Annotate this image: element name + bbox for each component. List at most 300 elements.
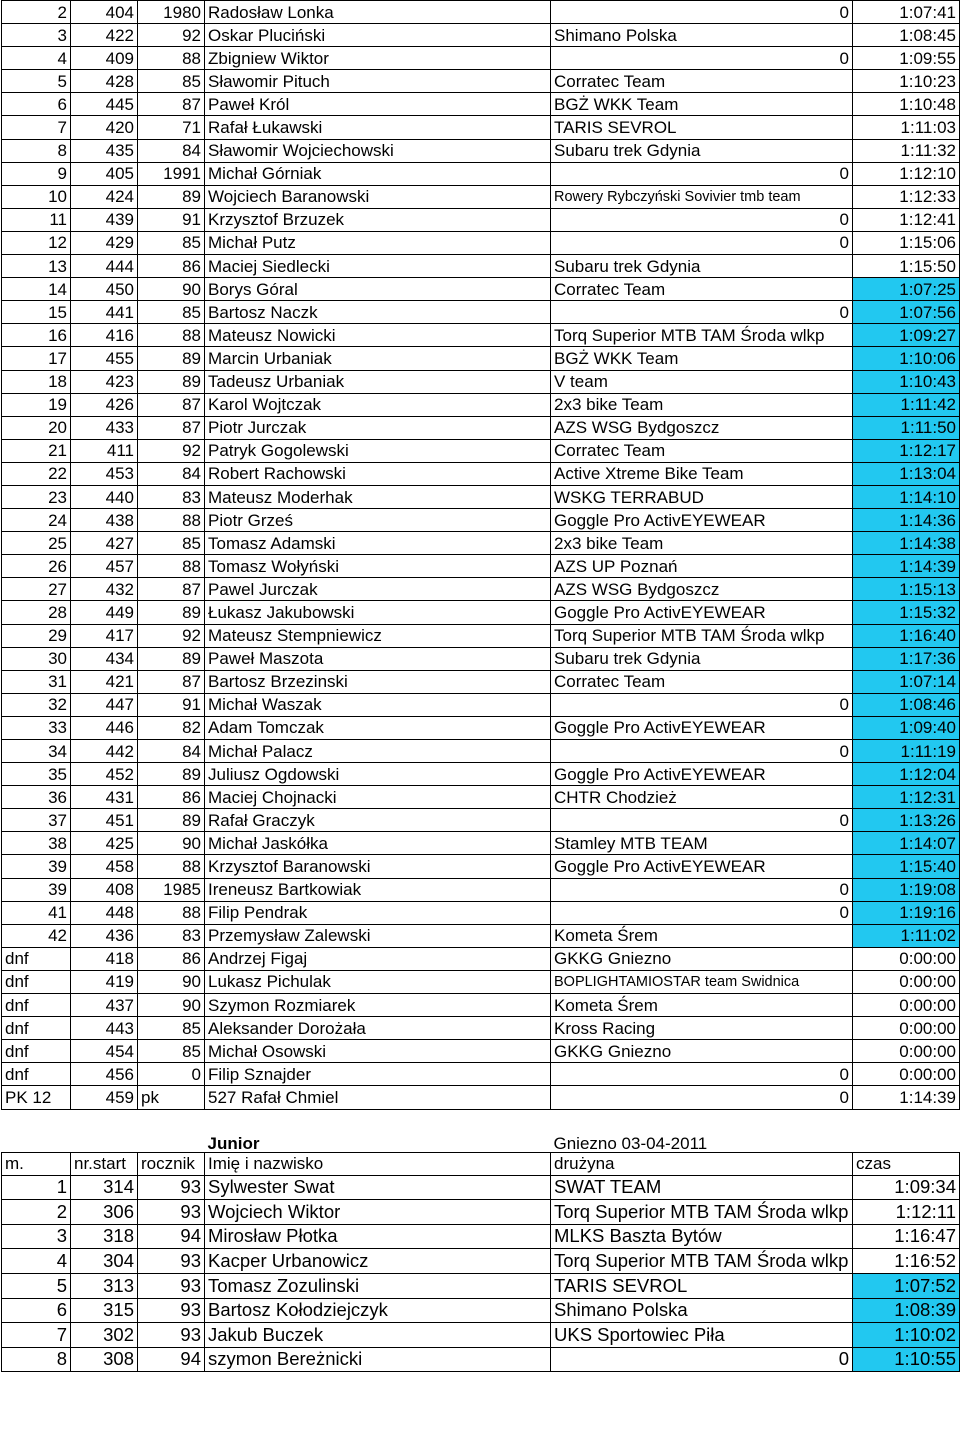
name-cell: Bartosz Brzezinski xyxy=(205,670,551,693)
result-row xyxy=(2,116,960,139)
name-cell: Pawel Jurczak xyxy=(205,578,551,601)
time-cell: 1:09:55 xyxy=(853,47,960,70)
birth-year-cell: 84 xyxy=(138,740,205,763)
name-cell: Bartosz Kołodziejczyk xyxy=(205,1298,551,1323)
result-row xyxy=(2,716,960,739)
team-cell: Goggle Pro ActivEYEWEAR xyxy=(551,855,853,878)
result-row xyxy=(2,901,960,924)
position-cell: 3 xyxy=(2,24,71,47)
result-row xyxy=(2,231,960,254)
time-cell: 1:15:40 xyxy=(853,855,960,878)
start-number-cell: 304 xyxy=(71,1249,138,1274)
team-cell: Corratec Team xyxy=(551,278,853,301)
result-row xyxy=(2,555,960,578)
position-cell: 6 xyxy=(2,1298,71,1323)
team-cell: Torq Superior MTB TAM Środa wlkp xyxy=(551,1249,853,1274)
birth-year-cell: 85 xyxy=(138,231,205,254)
name-cell: Tomasz Wołyński xyxy=(205,555,551,578)
position-cell: dnf xyxy=(2,994,71,1017)
start-number-cell: 315 xyxy=(71,1298,138,1323)
time-cell: 1:10:06 xyxy=(853,347,960,370)
start-number-cell: 409 xyxy=(71,47,138,70)
time-cell: 1:07:41 xyxy=(853,1,960,24)
position-cell: 8 xyxy=(2,139,71,162)
position-cell: 15 xyxy=(2,301,71,324)
time-cell: 1:11:19 xyxy=(853,740,960,763)
team-cell: WSKG TERRABUD xyxy=(551,485,853,508)
name-cell: Tadeusz Urbaniak xyxy=(205,370,551,393)
position-cell: dnf xyxy=(2,1017,71,1040)
time-cell: 1:14:39 xyxy=(853,555,960,578)
position-cell: 19 xyxy=(2,393,71,416)
name-cell: Rafał Łukawski xyxy=(205,116,551,139)
name-cell: Mateusz Moderhak xyxy=(205,485,551,508)
start-number-cell: 450 xyxy=(71,278,138,301)
birth-year-cell: 71 xyxy=(138,116,205,139)
name-cell: 527 Rafał Chmiel xyxy=(205,1086,551,1109)
start-number-cell: 447 xyxy=(71,693,138,716)
result-row xyxy=(2,439,960,462)
name-cell: Michał Osowski xyxy=(205,1040,551,1063)
result-row xyxy=(2,532,960,555)
birth-year-cell: 86 xyxy=(138,786,205,809)
start-number-cell: 404 xyxy=(71,1,138,24)
start-number-cell: 456 xyxy=(71,1063,138,1086)
team-cell: Torq Superior MTB TAM Środa wlkp xyxy=(551,324,853,347)
team-cell: 0 xyxy=(551,878,853,901)
birth-year-cell: 90 xyxy=(138,970,205,993)
time-cell: 1:15:32 xyxy=(853,601,960,624)
position-cell: 39 xyxy=(2,855,71,878)
birth-year-cell: 90 xyxy=(138,994,205,1017)
team-cell: Shimano Polska xyxy=(551,24,853,47)
position-cell: 4 xyxy=(2,1249,71,1274)
birth-year-cell: 88 xyxy=(138,855,205,878)
name-cell: Radosław Lonka xyxy=(205,1,551,24)
position-cell: 7 xyxy=(2,1323,71,1348)
name-cell: Ireneusz Bartkowiak xyxy=(205,878,551,901)
birth-year-cell: 94 xyxy=(138,1224,205,1249)
result-row xyxy=(2,208,960,231)
name-cell: Mateusz Stempniewicz xyxy=(205,624,551,647)
result-row xyxy=(2,1347,960,1372)
position-cell: dnf xyxy=(2,1063,71,1086)
start-number-cell: 423 xyxy=(71,370,138,393)
start-number-cell: 438 xyxy=(71,509,138,532)
birth-year-cell: 87 xyxy=(138,578,205,601)
time-cell: 1:11:42 xyxy=(853,393,960,416)
birth-year-cell: 0 xyxy=(138,1063,205,1086)
team-cell: MLKS Baszta Bytów xyxy=(551,1224,853,1249)
time-cell: 1:15:50 xyxy=(853,255,960,278)
header-time: czas xyxy=(853,1152,960,1175)
birth-year-cell: 85 xyxy=(138,1017,205,1040)
time-cell: 1:14:07 xyxy=(853,832,960,855)
birth-year-cell: 89 xyxy=(138,809,205,832)
position-cell: PK 12 xyxy=(2,1086,71,1109)
position-cell: 14 xyxy=(2,278,71,301)
position-cell: 35 xyxy=(2,763,71,786)
name-cell: Marcin Urbaniak xyxy=(205,347,551,370)
time-cell: 1:17:36 xyxy=(853,647,960,670)
team-cell: BGŻ WKK Team xyxy=(551,347,853,370)
birth-year-cell: 84 xyxy=(138,139,205,162)
time-cell: 1:15:06 xyxy=(853,231,960,254)
team-cell: 0 xyxy=(551,1086,853,1109)
result-row xyxy=(2,47,960,70)
team-cell: AZS WSG Bydgoszcz xyxy=(551,416,853,439)
result-row xyxy=(2,970,960,993)
time-cell: 0:00:00 xyxy=(853,1017,960,1040)
name-cell: Sławomir Wojciechowski xyxy=(205,139,551,162)
time-cell: 1:09:34 xyxy=(853,1175,960,1200)
time-cell: 1:12:41 xyxy=(853,208,960,231)
position-cell: 11 xyxy=(2,208,71,231)
start-number-cell: 306 xyxy=(71,1200,138,1225)
birth-year-cell: 93 xyxy=(138,1298,205,1323)
time-cell: 0:00:00 xyxy=(853,947,960,970)
start-number-cell: 426 xyxy=(71,393,138,416)
birth-year-cell: 88 xyxy=(138,47,205,70)
start-number-cell: 416 xyxy=(71,324,138,347)
start-number-cell: 454 xyxy=(71,1040,138,1063)
name-cell: Filip Sznajder xyxy=(205,1063,551,1086)
team-cell: Torq Superior MTB TAM Środa wlkp xyxy=(551,624,853,647)
time-cell: 1:09:27 xyxy=(853,324,960,347)
start-number-cell: 302 xyxy=(71,1323,138,1348)
team-cell: BOPLIGHTAMIOSTAR team Swidnica xyxy=(551,970,853,993)
birth-year-cell: 92 xyxy=(138,439,205,462)
birth-year-cell: 88 xyxy=(138,555,205,578)
birth-year-cell: 90 xyxy=(138,832,205,855)
name-cell: Maciej Siedlecki xyxy=(205,255,551,278)
column-header-row xyxy=(2,1152,960,1175)
team-cell: 0 xyxy=(551,47,853,70)
start-number-cell: 425 xyxy=(71,832,138,855)
start-number-cell: 444 xyxy=(71,255,138,278)
time-cell: 1:08:45 xyxy=(853,24,960,47)
birth-year-cell: 86 xyxy=(138,947,205,970)
junior-results-body xyxy=(2,1175,960,1372)
birth-year-cell: 83 xyxy=(138,485,205,508)
start-number-cell: 457 xyxy=(71,555,138,578)
result-row xyxy=(2,185,960,208)
name-cell: Łukasz Jakubowski xyxy=(205,601,551,624)
name-cell: Aleksander Dorożała xyxy=(205,1017,551,1040)
start-number-cell: 446 xyxy=(71,716,138,739)
team-cell: Torq Superior MTB TAM Środa wlkp xyxy=(551,1200,853,1225)
team-cell: Corratec Team xyxy=(551,439,853,462)
result-row xyxy=(2,786,960,809)
result-row xyxy=(2,139,960,162)
start-number-cell: 433 xyxy=(71,416,138,439)
result-row xyxy=(2,1063,960,1086)
start-number-cell: 308 xyxy=(71,1347,138,1372)
position-cell: 41 xyxy=(2,901,71,924)
time-cell: 1:14:38 xyxy=(853,532,960,555)
birth-year-cell: 93 xyxy=(138,1249,205,1274)
start-number-cell: 418 xyxy=(71,947,138,970)
start-number-cell: 453 xyxy=(71,462,138,485)
position-cell: 5 xyxy=(2,1273,71,1298)
team-cell: Subaru trek Gdynia xyxy=(551,139,853,162)
start-number-cell: 424 xyxy=(71,185,138,208)
time-cell: 1:12:17 xyxy=(853,439,960,462)
start-number-cell: 452 xyxy=(71,763,138,786)
time-cell: 1:16:47 xyxy=(853,1224,960,1249)
results-table xyxy=(1,0,960,1372)
birth-year-cell: 88 xyxy=(138,324,205,347)
team-cell: SWAT TEAM xyxy=(551,1175,853,1200)
time-cell: 1:11:02 xyxy=(853,924,960,947)
result-row xyxy=(2,670,960,693)
name-cell: Przemysław Zalewski xyxy=(205,924,551,947)
start-number-cell: 435 xyxy=(71,139,138,162)
start-number-cell: 441 xyxy=(71,301,138,324)
birth-year-cell: 82 xyxy=(138,716,205,739)
birth-year-cell: 93 xyxy=(138,1273,205,1298)
birth-year-cell: 85 xyxy=(138,1040,205,1063)
header-name: Imię i nazwisko xyxy=(205,1152,551,1175)
result-row xyxy=(2,878,960,901)
start-number-cell: 419 xyxy=(71,970,138,993)
birth-year-cell: 87 xyxy=(138,393,205,416)
result-row xyxy=(2,924,960,947)
time-cell: 1:07:25 xyxy=(853,278,960,301)
time-cell: 1:11:50 xyxy=(853,416,960,439)
birth-year-cell: 87 xyxy=(138,670,205,693)
start-number-cell: 429 xyxy=(71,231,138,254)
result-row xyxy=(2,947,960,970)
position-cell: 33 xyxy=(2,716,71,739)
position-cell: 7 xyxy=(2,116,71,139)
birth-year-cell: 91 xyxy=(138,208,205,231)
position-cell: 13 xyxy=(2,255,71,278)
name-cell: Mateusz Nowicki xyxy=(205,324,551,347)
name-cell: Robert Rachowski xyxy=(205,462,551,485)
birth-year-cell: pk xyxy=(138,1086,205,1109)
start-number-cell: 313 xyxy=(71,1273,138,1298)
team-cell: Goggle Pro ActivEYEWEAR xyxy=(551,509,853,532)
time-cell: 0:00:00 xyxy=(853,1040,960,1063)
result-row xyxy=(2,462,960,485)
start-number-cell: 420 xyxy=(71,116,138,139)
team-cell: Subaru trek Gdynia xyxy=(551,647,853,670)
birth-year-cell: 85 xyxy=(138,532,205,555)
result-row xyxy=(2,93,960,116)
result-row xyxy=(2,647,960,670)
position-cell: 24 xyxy=(2,509,71,532)
time-cell: 1:14:39 xyxy=(853,1086,960,1109)
position-cell: 26 xyxy=(2,555,71,578)
name-cell: Patryk Gogolewski xyxy=(205,439,551,462)
birth-year-cell: 86 xyxy=(138,255,205,278)
result-row xyxy=(2,1200,960,1225)
position-cell: 22 xyxy=(2,462,71,485)
time-cell: 1:08:39 xyxy=(853,1298,960,1323)
time-cell: 1:09:40 xyxy=(853,716,960,739)
birth-year-cell: 1980 xyxy=(138,1,205,24)
result-row xyxy=(2,624,960,647)
team-cell: 0 xyxy=(551,301,853,324)
result-row xyxy=(2,1273,960,1298)
team-cell: 0 xyxy=(551,740,853,763)
time-cell: 1:10:23 xyxy=(853,70,960,93)
start-number-cell: 442 xyxy=(71,740,138,763)
time-cell: 0:00:00 xyxy=(853,994,960,1017)
name-cell: Karol Wojtczak xyxy=(205,393,551,416)
name-cell: Andrzej Figaj xyxy=(205,947,551,970)
team-cell: Stamley MTB TEAM xyxy=(551,832,853,855)
team-cell: V team xyxy=(551,370,853,393)
position-cell: 42 xyxy=(2,924,71,947)
birth-year-cell: 92 xyxy=(138,24,205,47)
birth-year-cell: 1985 xyxy=(138,878,205,901)
start-number-cell: 443 xyxy=(71,1017,138,1040)
name-cell: Zbigniew Wiktor xyxy=(205,47,551,70)
team-cell: Goggle Pro ActivEYEWEAR xyxy=(551,763,853,786)
team-cell: 2x3 bike Team xyxy=(551,393,853,416)
result-row xyxy=(2,255,960,278)
position-cell: 28 xyxy=(2,601,71,624)
result-row xyxy=(2,1017,960,1040)
name-cell: Bartosz Naczk xyxy=(205,301,551,324)
event-date: Gniezno 03-04-2011 xyxy=(553,1133,708,1152)
birth-year-cell: 93 xyxy=(138,1200,205,1225)
birth-year-cell: 91 xyxy=(138,693,205,716)
team-cell: Goggle Pro ActivEYEWEAR xyxy=(551,716,853,739)
birth-year-cell: 93 xyxy=(138,1323,205,1348)
name-cell: Adam Tomczak xyxy=(205,716,551,739)
name-cell: Tomasz Adamski xyxy=(205,532,551,555)
start-number-cell: 455 xyxy=(71,347,138,370)
start-number-cell: 432 xyxy=(71,578,138,601)
team-cell: Active Xtreme Bike Team xyxy=(551,462,853,485)
result-row xyxy=(2,370,960,393)
start-number-cell: 431 xyxy=(71,786,138,809)
time-cell: 1:16:52 xyxy=(853,1249,960,1274)
start-number-cell: 458 xyxy=(71,855,138,878)
birth-year-cell: 87 xyxy=(138,416,205,439)
result-row xyxy=(2,485,960,508)
birth-year-cell: 84 xyxy=(138,462,205,485)
team-cell: Rowery Rybczyński Sovivier tmb team xyxy=(551,185,853,208)
team-cell: 0 xyxy=(551,809,853,832)
time-cell: 1:11:03 xyxy=(853,116,960,139)
start-number-cell: 445 xyxy=(71,93,138,116)
result-row xyxy=(2,24,960,47)
name-cell: Michał Waszak xyxy=(205,693,551,716)
result-row xyxy=(2,1323,960,1348)
team-cell: UKS Sportowiec Piła xyxy=(551,1323,853,1348)
result-row xyxy=(2,393,960,416)
time-cell: 1:19:16 xyxy=(853,901,960,924)
time-cell: 1:15:13 xyxy=(853,578,960,601)
name-cell: Juliusz Ogdowski xyxy=(205,763,551,786)
birth-year-cell: 90 xyxy=(138,278,205,301)
position-cell: 37 xyxy=(2,809,71,832)
team-cell: Kometa Śrem xyxy=(551,994,853,1017)
team-cell: 0 xyxy=(551,693,853,716)
team-cell: 0 xyxy=(551,162,853,185)
time-cell: 1:13:04 xyxy=(853,462,960,485)
name-cell: Tomasz Zozulinski xyxy=(205,1273,551,1298)
birth-year-cell: 89 xyxy=(138,763,205,786)
result-row xyxy=(2,994,960,1017)
team-cell: Goggle Pro ActivEYEWEAR xyxy=(551,601,853,624)
result-row xyxy=(2,1040,960,1063)
result-row xyxy=(2,1,960,24)
name-cell: Paweł Król xyxy=(205,93,551,116)
position-cell: 20 xyxy=(2,416,71,439)
position-cell: 27 xyxy=(2,578,71,601)
time-cell: 1:07:14 xyxy=(853,670,960,693)
start-number-cell: 439 xyxy=(71,208,138,231)
team-cell: GKKG Gniezno xyxy=(551,947,853,970)
team-cell: AZS UP Poznań xyxy=(551,555,853,578)
result-row xyxy=(2,601,960,624)
team-cell: BGŻ WKK Team xyxy=(551,93,853,116)
name-cell: Sławomir Pituch xyxy=(205,70,551,93)
position-cell: 29 xyxy=(2,624,71,647)
result-row xyxy=(2,347,960,370)
name-cell: Krzysztof Brzuzek xyxy=(205,208,551,231)
birth-year-cell: 1991 xyxy=(138,162,205,185)
name-cell: Piotr Jurczak xyxy=(205,416,551,439)
position-cell: 8 xyxy=(2,1347,71,1372)
team-cell: Corratec Team xyxy=(551,70,853,93)
name-cell: Michał Palacz xyxy=(205,740,551,763)
start-number-cell: 436 xyxy=(71,924,138,947)
team-cell: Kross Racing xyxy=(551,1017,853,1040)
time-cell: 0:00:00 xyxy=(853,970,960,993)
start-number-cell: 314 xyxy=(71,1175,138,1200)
position-cell: 16 xyxy=(2,324,71,347)
name-cell: Michał Jaskółka xyxy=(205,832,551,855)
result-row xyxy=(2,809,960,832)
start-number-cell: 318 xyxy=(71,1224,138,1249)
result-row xyxy=(2,1224,960,1249)
result-row xyxy=(2,1175,960,1200)
result-row xyxy=(2,832,960,855)
start-number-cell: 421 xyxy=(71,670,138,693)
result-row xyxy=(2,578,960,601)
result-row xyxy=(2,855,960,878)
name-cell: szymon Bereżnicki xyxy=(205,1347,551,1372)
birth-year-cell: 89 xyxy=(138,347,205,370)
position-cell: 5 xyxy=(2,70,71,93)
result-row xyxy=(2,693,960,716)
time-cell: 1:12:11 xyxy=(853,1200,960,1225)
team-cell: 0 xyxy=(551,1347,853,1372)
time-cell: 1:08:46 xyxy=(853,693,960,716)
result-row xyxy=(2,1249,960,1274)
name-cell: Michał Górniak xyxy=(205,162,551,185)
position-cell: 38 xyxy=(2,832,71,855)
category-title: Junior xyxy=(207,1133,260,1152)
birth-year-cell: 92 xyxy=(138,624,205,647)
header-team: drużyna xyxy=(551,1152,853,1175)
result-row xyxy=(2,324,960,347)
name-cell: Szymon Rozmiarek xyxy=(205,994,551,1017)
time-cell: 1:12:10 xyxy=(853,162,960,185)
start-number-cell: 411 xyxy=(71,439,138,462)
position-cell: dnf xyxy=(2,947,71,970)
birth-year-cell: 89 xyxy=(138,647,205,670)
time-cell: 1:07:52 xyxy=(853,1273,960,1298)
birth-year-cell: 93 xyxy=(138,1175,205,1200)
birth-year-cell: 85 xyxy=(138,70,205,93)
